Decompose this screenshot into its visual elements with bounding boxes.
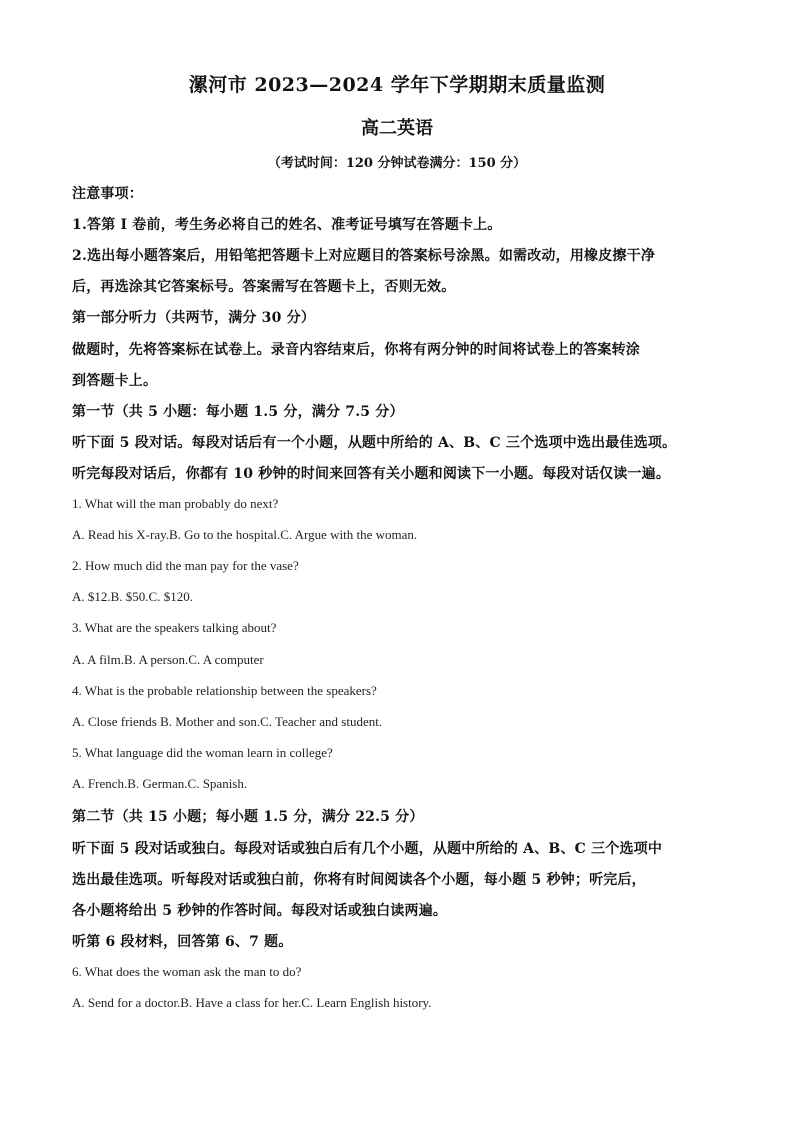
question-6-options: A. Send for a doctor.B. Have a class for her.C. Learn English history. (72, 995, 432, 1010)
question-5-options: A. French.B. German.C. Spanish. (72, 776, 248, 791)
notice-item-2-line-2: 后，再选涂其它答案标号。答案需写在答题卡上，否则无效。 (72, 279, 456, 295)
question-1-options: A. Read his X-ray.B. Go to the hospital.C. Argue with the woman. (72, 527, 418, 542)
notice-item-1: 1.答第 I 卷前，考生务必将自己的姓名、准考证号填写在答题卡上。 (72, 217, 502, 233)
question-4: 4. What is the probable relationship between the speakers? (72, 683, 377, 698)
section2-heading: 第二节（共 15 小题；每小题 1.5 分，满分 22.5 分） (72, 809, 424, 825)
question-1: 1. What will the man probably do next? (72, 496, 279, 511)
question-5: 5. What language did the woman learn in college? (72, 745, 333, 760)
section1-instruction-line-2: 听完每段对话后，你都有 10 秒钟的时间来回答有关小题和阅读下一小题。每段对话仅读一遍。 (72, 466, 671, 482)
question-3-options: A. A film.B. A person.C. A computer (72, 652, 264, 667)
exam-duration-info: （考试时间：120 分钟试卷满分：150 分） (267, 156, 527, 171)
question-2: 2. How much did the man pay for the vase? (72, 558, 299, 573)
exam-subject: 高二英语 (361, 118, 433, 139)
section1-instruction-line-1: 听下面 5 段对话。每段对话后有一个小题，从题中所给的 A、B、C 三个选项中选出最佳选项。 (72, 435, 677, 451)
part1-heading: 第一部分听力（共两节，满分 30 分） (72, 310, 316, 326)
question-4-options: A. Close friends B. Mother and son.C. Teacher and student. (72, 714, 383, 729)
part1-instruction-line-1: 做题时，先将答案标在试卷上。录音内容结束后，你将有两分钟的时间将试卷上的答案转涂 (72, 342, 640, 358)
material-6-heading: 听第 6 段材料，回答第 6、7 题。 (72, 934, 293, 950)
section2-instruction-line-1: 听下面 5 段对话或独白。每段对话或独白后有几个小题，从题中所给的 A、B、C 三个选项中 (72, 841, 663, 857)
notice-heading: 注意事项： (72, 186, 143, 202)
notice-item-2-line-1: 2.选出每小题答案后，用铅笔把答题卡上对应题目的答案标号涂黑。如需改动，用橡皮擦干净 (72, 248, 656, 264)
section1-heading: 第一节（共 5 小题：每小题 1.5 分，满分 7.5 分） (72, 404, 404, 420)
question-6: 6. What does the woman ask the man to do? (72, 964, 302, 979)
section2-instruction-line-3: 各小题将给出 5 秒钟的作答时间。每段对话或独白读两遍。 (72, 903, 448, 919)
part1-instruction-line-2: 到答题卡上。 (72, 373, 158, 389)
section2-instruction-line-2: 选出最佳选项。听每段对话或独白前，你将有时间阅读各个小题，每小题 5 秒钟；听完后， (72, 872, 646, 888)
question-2-options: A. $12.B. $50.C. $120. (72, 589, 193, 604)
question-3: 3. What are the speakers talking about? (72, 620, 277, 635)
exam-title: 漯河市 2023—2024 学年下学期期末质量监测 (188, 74, 606, 96)
